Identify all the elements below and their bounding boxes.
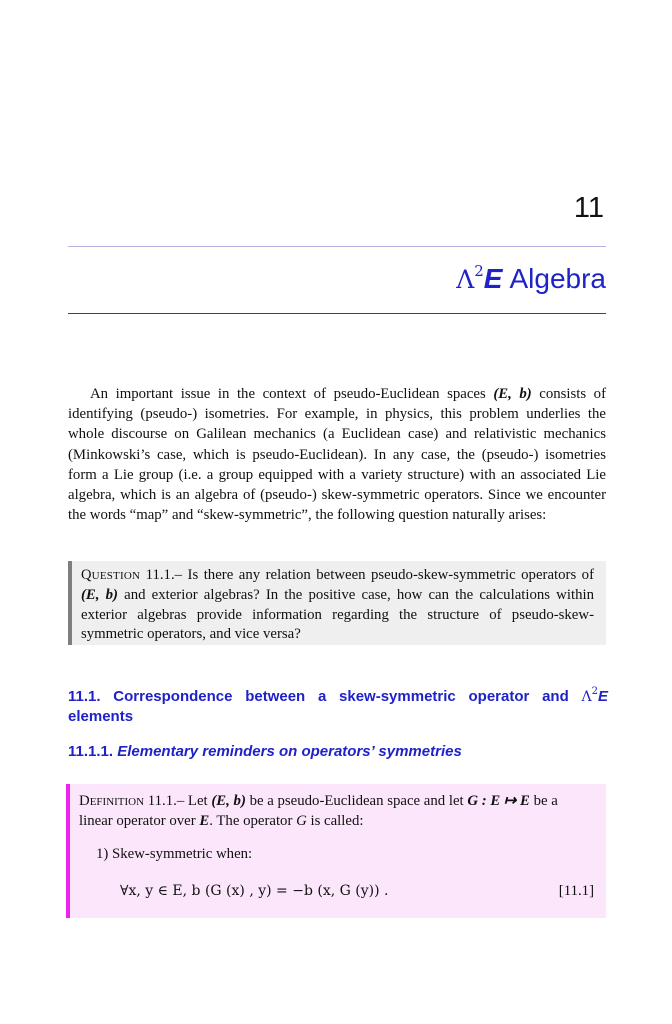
definition-text-2: be a pseudo-Euclidean space and let — [245, 793, 468, 809]
chapter-rule-bottom — [68, 313, 606, 314]
question-text-2: and exterior algebras? In the positive case, how can the calculations within exterior algebras provide information regarding the structure of pseudo-skew- symmetric operators, and vice versa? — [81, 587, 595, 643]
definition-item-1: 1) Skew-symmetric when: — [96, 845, 253, 862]
equation-row — [79, 882, 594, 904]
intro-text-1: An important issue in the context of pseudo-Euclidean spaces — [90, 386, 494, 402]
chapter-title-word: Algebra — [509, 263, 606, 294]
definition-math-space: (E, b) — [211, 793, 246, 809]
definition-math-e: E — [199, 813, 210, 830]
question-number: 11.1.– — [145, 567, 183, 583]
chapter-title-e: E — [483, 263, 503, 294]
section-heading-text: 11.1. Correspondence between a skew-symmetric operator and — [68, 688, 582, 705]
question-label-rest: UESTION — [91, 570, 141, 582]
question-text-1: Is there any relation between pseudo-skew-symmetric operators of — [182, 567, 595, 583]
chapter-number: 11 — [573, 192, 604, 224]
section-heading-text-2: elements — [68, 708, 134, 725]
definition-math-g: G — [296, 813, 307, 830]
section-heading-lambda: Λ — [581, 689, 592, 705]
section-heading-e: E — [597, 688, 608, 705]
question-box — [68, 561, 606, 645]
chapter-rule-top — [68, 246, 606, 247]
intro-text-2: consists of identifying (pseudo-) isometries. For example, in physics, this problem underlies the whole discourse on Galilean mechanics (a Euclidean case) and relativistic mechanics (Minkowski’s case, which is pseudo-Euclidean). In any case, the (pseudo-) isometries form a Lie group (i.e. a group equipped with a variety structure) with an associated Lie algebra, which is an algebra of (pseudo-) skew-symmetric operators. Since we encounter the words “map” and “skew-symmetric”, the following question naturally arises: — [68, 386, 607, 524]
definition-text-5: is called: — [306, 813, 364, 830]
subsection-heading — [68, 743, 462, 760]
subsection-title: Elementary reminders on operators’ symmetries — [117, 743, 462, 760]
definition-text — [79, 792, 594, 832]
question-math-space: (E, b) — [81, 587, 118, 604]
question-label — [81, 567, 140, 583]
chapter-title-superscript: 2 — [474, 262, 484, 280]
equation-formula: ∀x, y ∈ E, b (G (x) , y) = −b (x, G (y)) . — [120, 883, 389, 900]
question-label-initial: Q — [81, 567, 92, 583]
intro-math-space: (E, b) — [493, 386, 532, 402]
definition-math-operator: G : E ↦ E — [467, 793, 530, 809]
definition-text-4: . The operator — [209, 813, 297, 830]
chapter-title-lambda: Λ — [456, 265, 475, 294]
subsection-number: 11.1.1. — [68, 743, 114, 760]
chapter-title — [456, 262, 606, 296]
definition-label-initial: D — [79, 793, 90, 809]
definition-label — [79, 793, 144, 809]
section-heading — [68, 682, 608, 726]
equation-number: [11.1] — [558, 883, 594, 900]
intro-paragraph — [68, 384, 606, 525]
definition-number: 11.1.– — [147, 793, 185, 809]
definition-text-3: be a linear operator over — [79, 793, 558, 830]
definition-text-1: Let — [184, 793, 212, 809]
section-heading-superscript: 2 — [591, 686, 598, 697]
definition-label-rest: EFINITION — [89, 796, 145, 808]
definition-box — [66, 784, 606, 918]
